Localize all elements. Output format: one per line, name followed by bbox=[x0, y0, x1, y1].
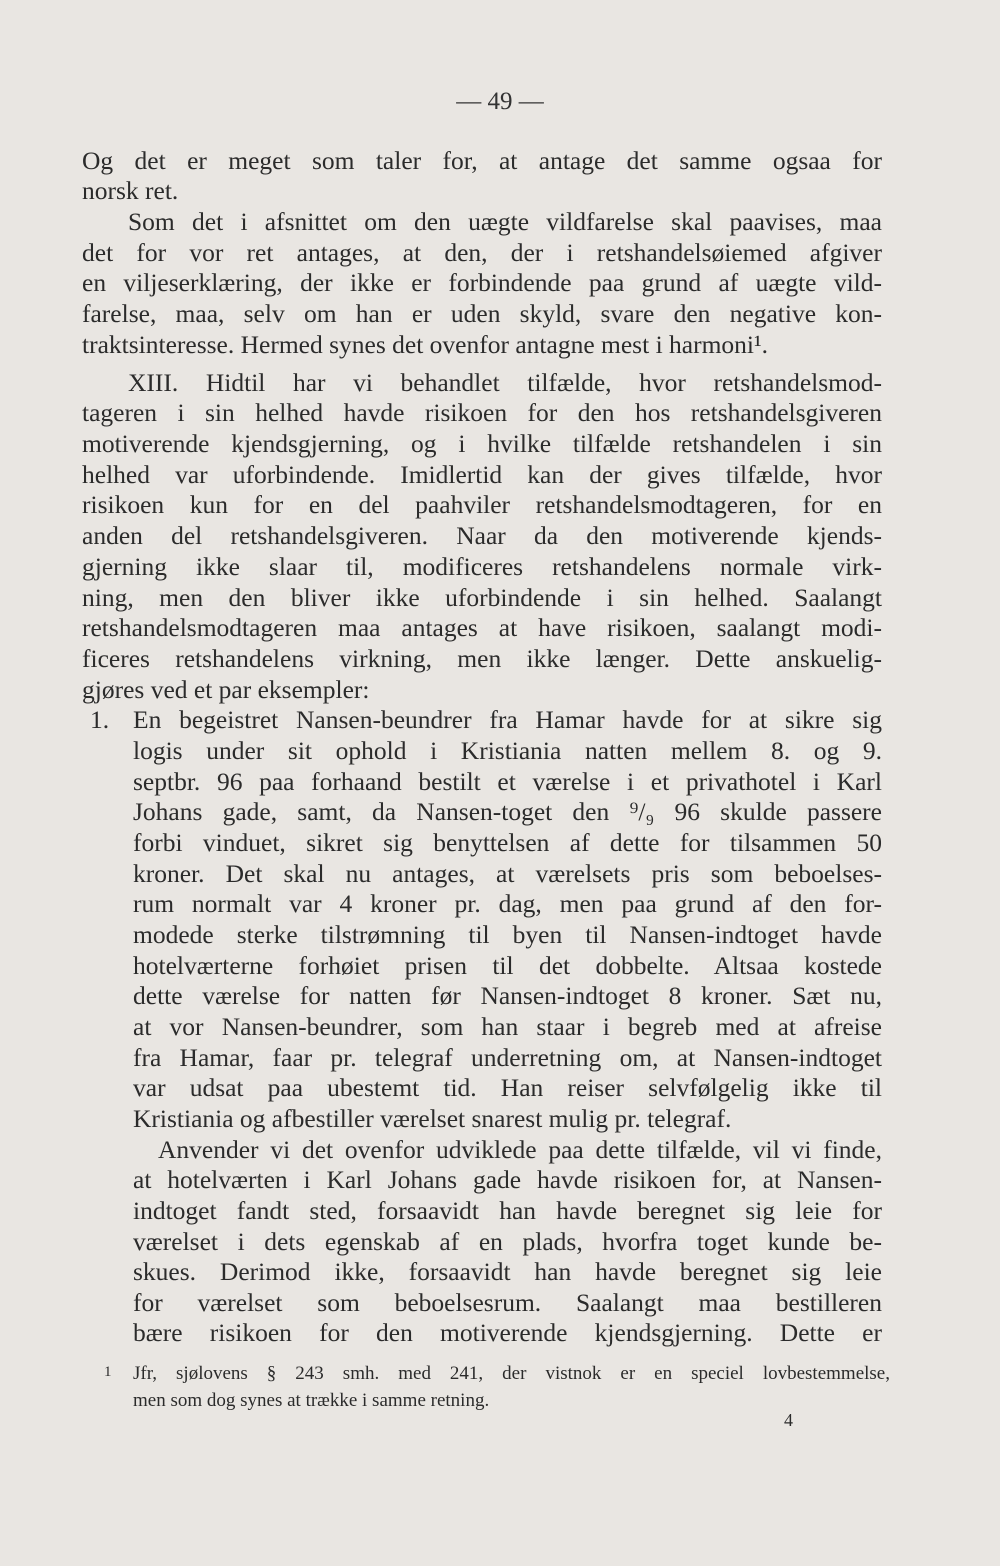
text-line: helhed var uforbindende. Imidlertid kan der gives tilfælde, hvor bbox=[82, 460, 882, 489]
text-line: septbr. 96 paa forhaand bestilt et værelse i et privathotel i Karl bbox=[133, 767, 882, 796]
footnote-marker: 1 bbox=[104, 1364, 112, 1380]
text-line: En begeistret Nansen-beundrer fra Hamar havde for at sikre sig bbox=[133, 705, 882, 734]
text-line: at vor Nansen-beundrer, som han staar i begreb med at afreise bbox=[133, 1012, 882, 1041]
text-line: dette værelse for natten før Nansen-indtoget 8 kroner. Sæt nu, bbox=[133, 981, 882, 1010]
text-line: gjerning ikke slaar til, modificeres retshandelens normale virk- bbox=[82, 552, 882, 581]
text-line: XIII. Hidtil har vi behandlet tilfælde, hvor retshandelsmod- bbox=[128, 368, 882, 397]
text-line: indtoget fandt sted, forsaavidt han havde beregnet sig leie for bbox=[133, 1196, 882, 1225]
text-line: traktsinteresse. Hermed synes det ovenfor antagne mest i harmoni¹. bbox=[82, 330, 769, 359]
text-line: hotelværterne forhøiet prisen til det dobbelte. Altsaa kostede bbox=[133, 951, 882, 980]
text-line: modede sterke tilstrømning til byen til Nansen-indtoget havde bbox=[133, 920, 882, 949]
text-line: var udsat paa ubestemt tid. Han reiser selvfølgelig ikke til bbox=[133, 1073, 882, 1102]
page-number: — 49 — bbox=[456, 88, 544, 115]
text-line: at hotelværten i Karl Johans gade havde risikoen for, at Nansen- bbox=[133, 1165, 882, 1194]
text-line: en viljeserklæring, der ikke er forbindende paa grund af uægte vild- bbox=[82, 268, 882, 297]
text-line: det for vor ret antages, at den, der i retshandelsøiemed afgiver bbox=[82, 238, 882, 267]
text-line: kroner. Det skal nu antages, at værelsets pris som beboelses- bbox=[133, 859, 882, 888]
text-line: norsk ret. bbox=[82, 176, 179, 205]
text-line: logis under sit ophold i Kristiania natten mellem 8. og 9. bbox=[133, 736, 882, 765]
text-line: for værelset som beboelsesrum. Saalangt maa bestilleren bbox=[133, 1288, 882, 1317]
text-line: bære risikoen for den motiverende kjendsgjerning. Dette er bbox=[133, 1318, 882, 1347]
text-line: ning, men den bliver ikke uforbindende i sin helhed. Saalangt bbox=[82, 583, 882, 612]
text-line: motiverende kjendsgjerning, og i hvilke tilfælde retshandelen i sin bbox=[82, 429, 882, 458]
text-line: skues. Derimod ikke, forsaavidt han havde beregnet sig leie bbox=[133, 1257, 882, 1286]
signature-mark: 4 bbox=[784, 1410, 793, 1430]
footnote-line: men som dog synes at trække i samme retning. bbox=[133, 1390, 490, 1411]
text-line: forbi vinduet, sikret sig benyttelsen af dette for tilsammen 50 bbox=[133, 828, 882, 857]
text-line: værelset i dets egenskab af en plads, hvorfra toget kunde be- bbox=[133, 1227, 882, 1256]
text-line: Johans gade, samt, da Nansen-toget den ⁹/₉ 96 skulde passere bbox=[133, 797, 882, 826]
footnote-line: Jfr, sjølovens § 243 smh. med 241, der vistnok er en speciel lovbestemmelse, bbox=[133, 1363, 890, 1384]
text-line: Som det i afsnittet om den uægte vildfarelse skal paavises, maa bbox=[128, 207, 882, 236]
text-line: gjøres ved et par eksempler: bbox=[82, 675, 370, 704]
text-line: Og det er meget som taler for, at antage det samme ogsaa for bbox=[82, 146, 882, 175]
text-line: tageren i sin helhed havde risikoen for den hos retshandelsgiveren bbox=[82, 398, 882, 427]
text-line: farelse, maa, selv om han er uden skyld, svare den negative kon- bbox=[82, 299, 882, 328]
text-line: Kristiania og afbestiller værelset snarest mulig pr. telegraf. bbox=[133, 1104, 732, 1133]
text-line: fra Hamar, faar pr. telegraf underretning om, at Nansen-indtoget bbox=[133, 1043, 882, 1072]
text-line: risikoen kun for en del paahviler retshandelsmodtageren, for en bbox=[82, 490, 882, 519]
text-line: anden del retshandelsgiveren. Naar da den motiverende kjends- bbox=[82, 521, 882, 550]
text-line: Anvender vi det ovenfor udviklede paa dette tilfælde, vil vi finde, bbox=[158, 1135, 882, 1164]
text-line: ficeres retshandelens virkning, men ikke længer. Dette anskuelig- bbox=[82, 644, 882, 673]
text-line: retshandelsmodtageren maa antages at have risikoen, saalangt modi- bbox=[82, 613, 882, 642]
list-number: 1. bbox=[90, 705, 110, 734]
text-line: rum normalt var 4 kroner pr. dag, men paa grund af den for- bbox=[133, 889, 882, 918]
